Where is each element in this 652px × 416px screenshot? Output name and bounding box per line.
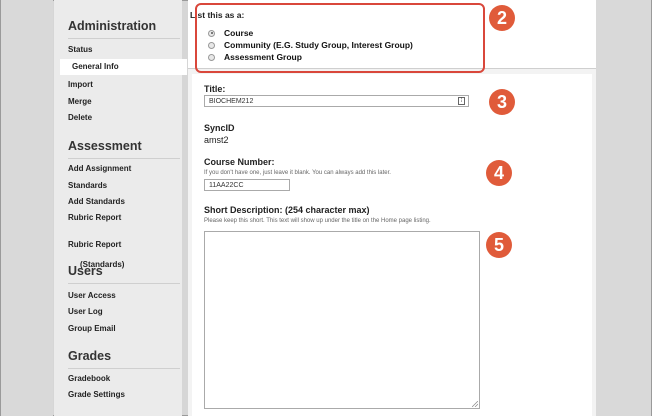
sidebar-section-assessment: Assessment [68, 139, 142, 153]
sidebar-item-general-info[interactable]: General Info [60, 59, 187, 75]
divider [68, 158, 180, 159]
short-description-textarea[interactable] [204, 231, 480, 409]
title-input[interactable]: BIOCHEM212 [204, 95, 469, 107]
sidebar-section-users: Users [68, 264, 103, 278]
short-description-hint: Please keep this short. This text will show up under the title on the Home page listing. [204, 218, 431, 224]
sidebar-item-status[interactable]: Status [68, 45, 93, 54]
sidebar-item-rubric-report[interactable]: Rubric Report [68, 213, 122, 222]
rubric-standards-line2: (Standards) [80, 260, 125, 269]
password-manager-icon[interactable]: ⁞ [458, 97, 465, 105]
title-label: Title: [204, 84, 226, 94]
step-badge-3: 3 [489, 89, 515, 115]
sidebar-section-grades: Grades [68, 349, 112, 363]
divider [68, 283, 180, 284]
syncid-label: SyncID [204, 123, 235, 133]
right-gutter [595, 0, 651, 416]
radio-label: Assessment Group [224, 52, 302, 62]
course-number-input[interactable]: 11AA22CC [204, 179, 290, 191]
sidebar [54, 0, 182, 416]
resize-grip-icon[interactable] [472, 401, 478, 407]
rubric-standards-line1: Rubric Report [68, 240, 122, 249]
sidebar-item-merge[interactable]: Merge [68, 97, 92, 106]
step-badge-5: 5 [486, 232, 512, 258]
step-badge-2: 2 [489, 5, 515, 31]
callout-highlight [195, 3, 485, 73]
list-as-heading: List this as a: [190, 10, 245, 20]
course-number-hint: If you don't have one, just leave it blank. You can always add this later. [204, 170, 391, 176]
divider [68, 38, 180, 39]
sidebar-item-import[interactable]: Import [68, 80, 93, 89]
left-gutter [1, 0, 53, 416]
sidebar-item-group-email[interactable]: Group Email [68, 324, 116, 333]
sidebar-item-grade-settings[interactable]: Grade Settings [68, 390, 125, 399]
short-description-label: Short Description: (254 character max) [204, 205, 370, 215]
course-number-label: Course Number: [204, 157, 275, 167]
radio-label: Community (E.G. Study Group, Interest Group) [224, 40, 413, 50]
sidebar-item-delete[interactable]: Delete [68, 113, 93, 122]
sidebar-item-user-log[interactable]: User Log [68, 307, 103, 316]
divider [68, 368, 180, 369]
sidebar-item-user-access[interactable]: User Access [68, 291, 116, 300]
sidebar-item-add-assignment[interactable]: Add Assignment [68, 164, 132, 173]
sidebar-item-standards[interactable]: Standards [68, 181, 108, 190]
syncid-value: amst2 [204, 135, 229, 145]
radio-label: Course [224, 28, 254, 38]
step-badge-4: 4 [486, 160, 512, 186]
sidebar-section-administration: Administration [68, 19, 157, 33]
sidebar-item-gradebook[interactable]: Gradebook [68, 374, 111, 383]
sidebar-item-add-standards[interactable]: Add Standards [68, 197, 125, 204]
